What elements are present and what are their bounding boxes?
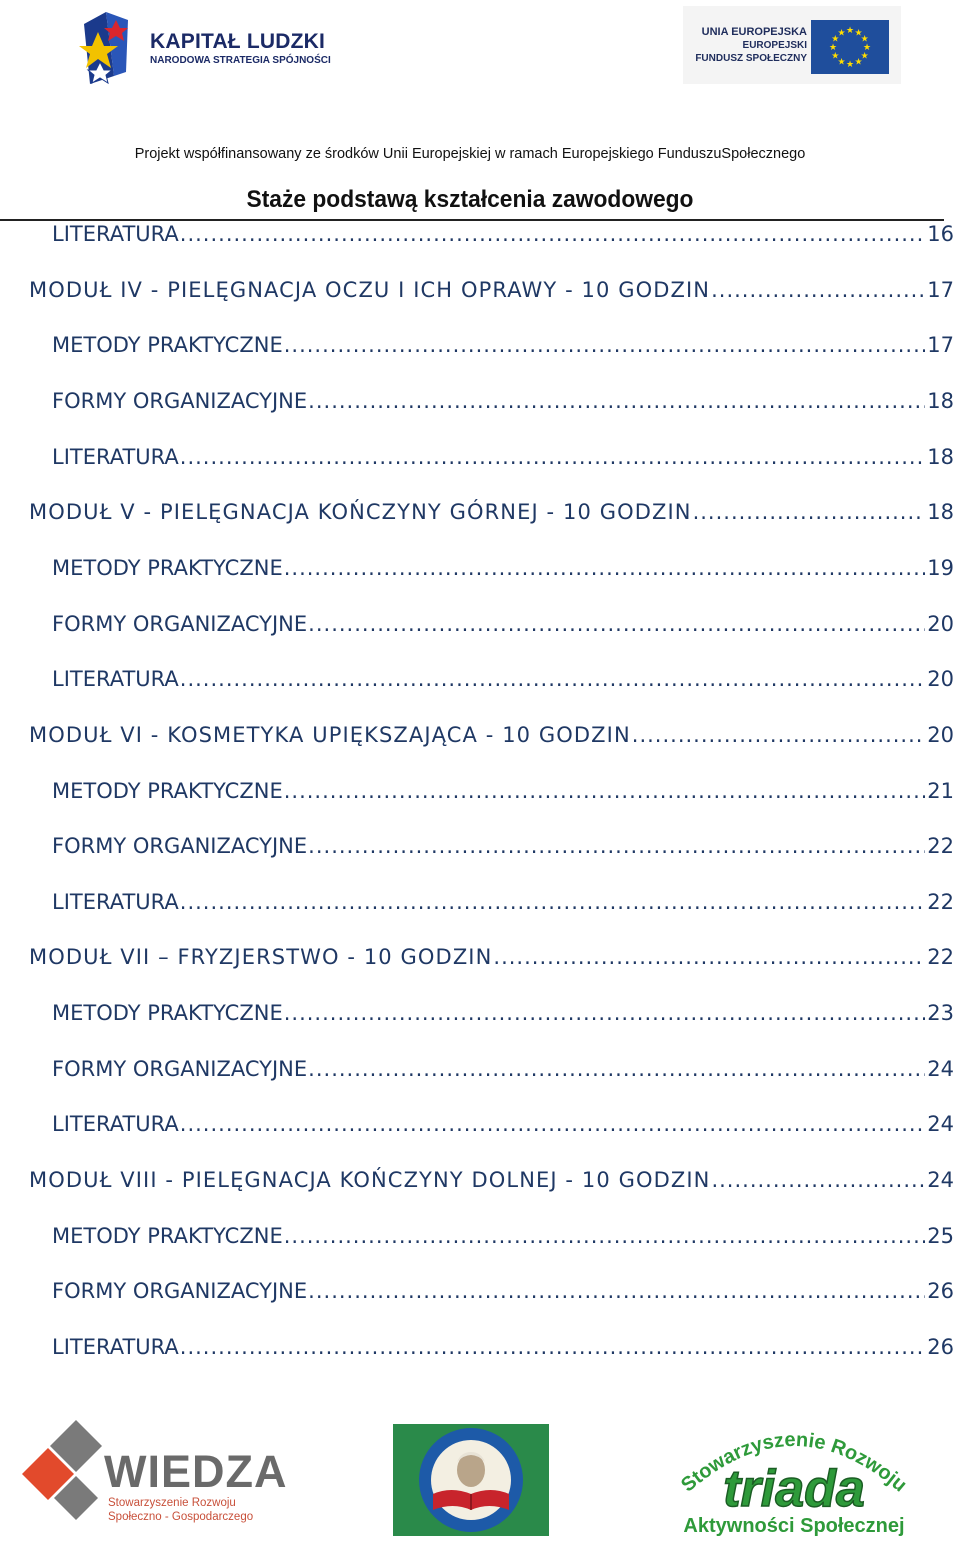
toc-entry[interactable] [52,1224,954,1252]
toc-entry[interactable] [52,445,954,473]
eu-logo-line3: FUNDUSZ SPOŁECZNY [695,53,807,64]
toc-entry-page-number: 22 [927,889,954,914]
toc-entry[interactable] [52,556,954,584]
toc-entry[interactable] [29,723,954,751]
document-title: Staże podstawą kształcenia zawodowego [246,186,694,213]
toc-entry-label: METODY PRAKTYCZNE [52,333,283,358]
toc-entry-page-number: 22 [927,945,954,970]
toc-entry-page-number: 24 [927,1056,954,1081]
toc-entry-label: METODY PRAKTYCZNE [52,555,283,580]
toc-entry-page-number: 23 [927,1001,954,1026]
toc-entry-label: LITERATURA [52,667,179,692]
toc-dot-leader [632,723,925,747]
toc-entry-page-number: 17 [927,277,954,302]
triada-arc-text: Stowarzyszenie Rozwoju [677,1428,911,1497]
project-cofinancing-line: Projekt współfinansowany ze środków Unii Europejskiej w ramach Europejskiego FunduszuSpołecznego [134,146,806,162]
school-emblem-icon [393,1424,549,1536]
toc-entry-page-number: 24 [927,1168,954,1193]
toc-entry[interactable] [29,1168,954,1196]
eu-star-icon: ★ [860,51,869,62]
eu-star-icon: ★ [845,26,855,36]
toc-entry[interactable] [52,612,954,640]
eu-logo-line2: EUROPEJSKI [742,40,807,51]
toc-entry[interactable] [52,1279,954,1307]
toc-entry-label: FORMY ORGANIZACYJNE [52,834,308,859]
eu-star-icon: ★ [837,57,846,68]
toc-entry[interactable] [29,500,954,528]
toc-entry[interactable] [52,834,954,862]
toc-dot-leader [308,1279,925,1303]
wiedza-subtitle-line1: Stowarzyszenie Rozwoju [108,1497,236,1509]
triada-bottom-text: Aktywności Społecznej [683,1515,905,1537]
toc-entry[interactable] [52,1057,954,1085]
toc-dot-leader [180,1335,925,1359]
toc-dot-leader [284,556,926,580]
toc-entry-page-number: 25 [927,1223,954,1248]
toc-entry-label: MODUŁ IV - PIELĘGNACJA OCZU I ICH OPRAWY - 10 GODZIN [29,277,711,302]
toc-entry-page-number: 22 [927,834,954,859]
toc-entry-page-number: 17 [927,333,954,358]
toc-entry[interactable] [52,779,954,807]
toc-entry-label: FORMY ORGANIZACYJNE [52,1056,308,1081]
eu-star-icon: ★ [831,51,840,62]
kapital-ludzki-subtitle: NARODOWA STRATEGIA SPÓJNOŚCI [150,55,331,66]
toc-dot-leader [284,333,926,357]
toc-entry[interactable] [52,1335,954,1363]
eu-star-icon: ★ [828,43,838,53]
eu-star-icon: ★ [845,60,855,70]
toc-dot-leader [308,389,925,413]
toc-dot-leader [308,1057,925,1081]
toc-entry[interactable] [52,333,954,361]
toc-dot-leader [493,945,925,969]
toc-entry-label: METODY PRAKTYCZNE [52,778,283,803]
toc-dot-leader [284,1224,926,1248]
toc-entry-label: MODUŁ VII – FRYZJERSTWO - 10 GODZIN [29,945,493,970]
toc-entry-label: FORMY ORGANIZACYJNE [52,611,308,636]
eu-star-icon: ★ [862,43,872,53]
toc-entry-label: MODUŁ VI - KOSMETYKA UPIĘKSZAJĄCA - 10 GODZIN [29,722,631,747]
wiedza-name: WIEDZA [104,1446,288,1497]
toc-entry[interactable] [29,945,954,973]
toc-entry-label: MODUŁ VIII - PIELĘGNACJA KOŃCZYNY DOLNEJ - 10 GODZIN [29,1168,711,1193]
toc-dot-leader [284,779,926,803]
toc-entry-label: METODY PRAKTYCZNE [52,1001,283,1026]
toc-entry-label: LITERATURA [52,222,179,246]
toc-entry-label: LITERATURA [52,444,179,469]
toc-entry[interactable] [52,222,954,250]
triada-name: triada [723,1460,865,1518]
toc-entry-page-number: 18 [927,388,954,413]
toc-entry-label: LITERATURA [52,1112,179,1137]
toc-entry-label: LITERATURA [52,889,179,914]
toc-entry-page-number: 19 [927,555,954,580]
toc-dot-leader [180,1112,925,1136]
toc-dot-leader [180,890,925,914]
toc-entry-label: LITERATURA [52,1335,179,1359]
toc-entry-page-number: 18 [927,500,954,525]
eu-star-icon: ★ [831,34,840,45]
toc-dot-leader [180,222,925,246]
toc-entry-page-number: 26 [927,1335,954,1359]
toc-entry[interactable] [52,1112,954,1140]
toc-entry-page-number: 20 [927,722,954,747]
toc-entry-page-number: 21 [927,778,954,803]
toc-dot-leader [284,1001,926,1025]
eu-star-icon: ★ [837,28,846,39]
toc-entry[interactable] [29,278,954,306]
toc-dot-leader [711,1168,925,1192]
toc-entry-page-number: 20 [927,667,954,692]
toc-entry-label: FORMY ORGANIZACYJNE [52,388,308,413]
triada-logo-icon [658,1418,930,1540]
toc-entry[interactable] [52,667,954,695]
eu-star-icon: ★ [854,57,863,68]
toc-entry[interactable] [52,1001,954,1029]
toc-dot-leader [180,667,925,691]
toc-dot-leader [711,278,925,302]
toc-entry-page-number: 26 [927,1279,954,1304]
toc-entry-page-number: 24 [927,1112,954,1137]
toc-dot-leader [693,500,926,524]
toc-entry-page-number: 18 [927,444,954,469]
toc-entry-page-number: 16 [927,222,954,246]
eu-star-icon: ★ [860,34,869,45]
toc-entry-label: MODUŁ V - PIELĘGNACJA KOŃCZYNY GÓRNEJ - 10 GODZIN [29,500,692,525]
toc-entry[interactable] [52,389,954,417]
toc-entry-page-number: 20 [927,611,954,636]
kapital-ludzki-name: KAPITAŁ LUDZKI [150,30,326,53]
eu-logo-line1: UNIA EUROPEJSKA [701,26,807,38]
eu-star-icon: ★ [854,28,863,39]
toc-dot-leader [308,612,925,636]
toc-entry[interactable] [52,890,954,918]
toc-entry-label: FORMY ORGANIZACYJNE [52,1279,308,1304]
wiedza-subtitle-line2: Społeczno - Gospodarczego [108,1511,254,1523]
toc-dot-leader [180,445,925,469]
toc-entry-label: METODY PRAKTYCZNE [52,1223,283,1248]
toc-dot-leader [308,834,925,858]
